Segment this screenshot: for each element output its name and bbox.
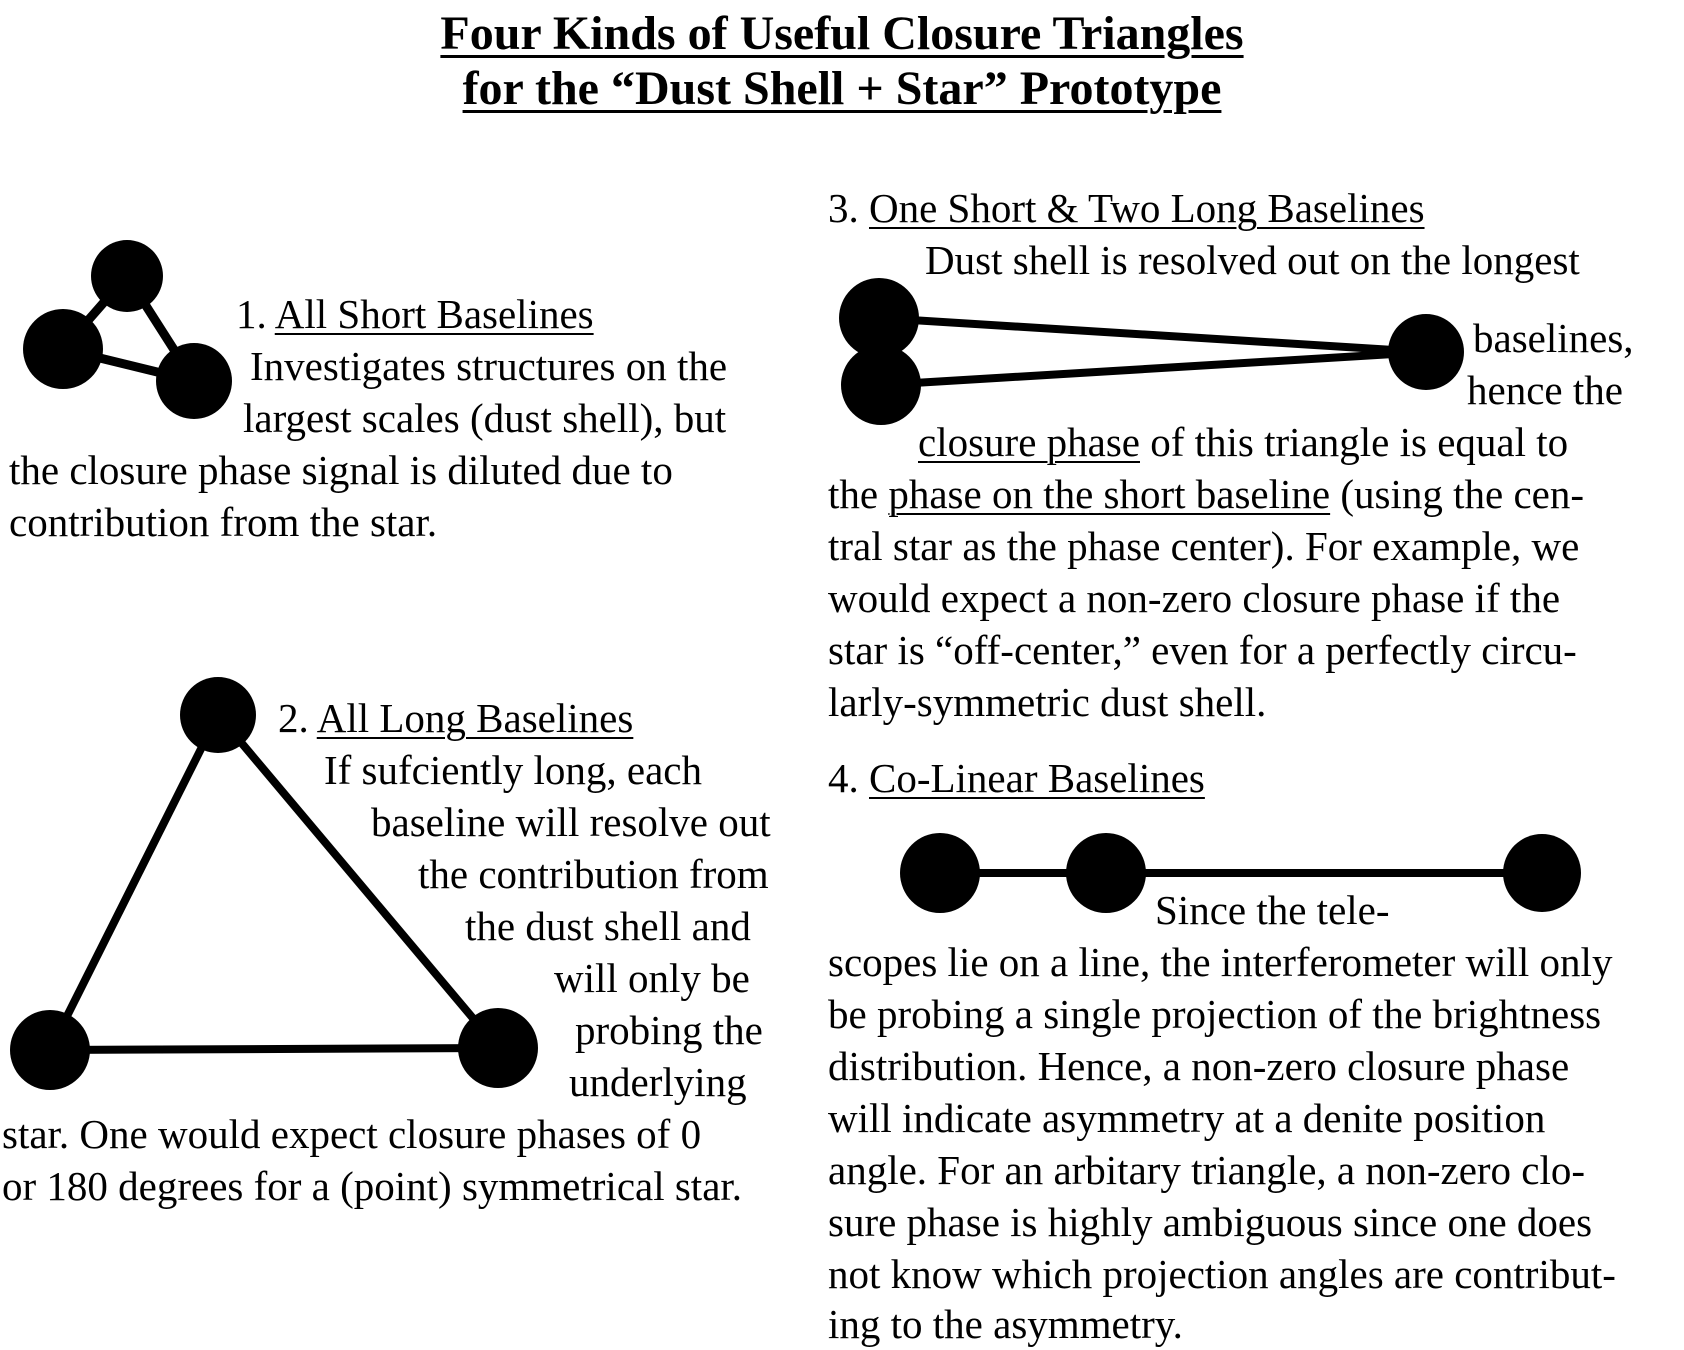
short-triangle-diagram: [23, 240, 232, 419]
section-2-line: baseline will resolve out: [371, 799, 771, 845]
section-2-line: will only be: [554, 955, 750, 1001]
section-4-line: not know which projection angles are contribut-: [828, 1251, 1616, 1297]
section-2-line: star. One would expect closure phases of 0: [2, 1111, 702, 1157]
section-4-line: be probing a single projection of the brightness: [828, 991, 1602, 1037]
section-4-heading: [828, 754, 1205, 802]
section-2-line: If sufciently long, each: [324, 747, 702, 793]
long-baseline-a: [50, 715, 218, 1050]
line-text: the: [828, 471, 889, 517]
section-2-line: the contribution from: [418, 851, 769, 897]
section-4-line: Since the tele-: [1155, 887, 1390, 933]
section-3-line: star is “off-center,” even for a perfectly circu-: [828, 627, 1577, 673]
line-text: (using the cen-: [1330, 471, 1585, 517]
telescope-1: [91, 240, 163, 312]
section-3-heading: [828, 184, 1425, 232]
heading-text: All Short Baselines: [274, 291, 594, 337]
section-1-line: largest scales (dust shell), but: [243, 395, 727, 441]
heading-text: One Short & Two Long Baselines: [869, 185, 1425, 231]
section-4-line: distribution. Hence, a non-zero closure phase: [828, 1043, 1570, 1089]
section-2-line: or 180 degrees for a (point) symmetrical star.: [2, 1163, 743, 1209]
heading-text: Co-Linear Baselines: [869, 755, 1205, 801]
section-2-heading: [278, 694, 633, 742]
telescope-1: [900, 833, 980, 913]
telescope-3: [1503, 834, 1581, 912]
section-3-line: Dust shell is resolved out on the longest: [925, 237, 1580, 283]
section-3-line: larly-symmetric dust shell.: [828, 679, 1267, 725]
section-number: 3.: [828, 185, 859, 231]
telescope-3: [458, 1008, 538, 1088]
telescope-2: [1066, 833, 1146, 913]
section-number: 1.: [236, 291, 267, 337]
long-baseline-lower: [881, 352, 1426, 385]
section-number: 4.: [828, 755, 859, 801]
section-4-line: scopes lie on a line, the interferometer will only: [828, 939, 1613, 985]
section-2-line: underlying: [569, 1059, 747, 1105]
telescope-1: [180, 677, 256, 753]
telescope-2: [841, 345, 921, 425]
short-baseline-phase-term: phase on the short baseline: [888, 471, 1331, 517]
section-3-line: would expect a non-zero closure phase if the: [828, 575, 1561, 621]
telescope-3: [156, 343, 232, 419]
section-3-line: baselines,: [1473, 315, 1634, 361]
section-3-line: [828, 470, 1584, 518]
section-1-line: the closure phase signal is diluted due to: [9, 447, 673, 493]
section-1-line: contribution from the star.: [9, 499, 438, 545]
section-number: 2.: [278, 695, 309, 741]
title-line-1: Four Kinds of Useful Closure Triangles: [440, 7, 1244, 60]
telescope-3: [1388, 314, 1464, 390]
section-4-line: will indicate asymmetry at a denite position: [828, 1095, 1546, 1141]
section-4-line: sure phase is highly ambiguous since one does: [828, 1199, 1593, 1245]
section-1-line: Investigates structures on the: [250, 343, 728, 389]
long-baseline-c: [50, 1048, 498, 1050]
title-line-2: for the “Dust Shell + Star” Prototype: [462, 62, 1222, 115]
long-baseline-upper: [879, 318, 1426, 352]
section-4-line: ing to the asymmetry.: [828, 1301, 1183, 1347]
section-1-heading: [236, 290, 594, 338]
section-3-line: hence the: [1467, 367, 1623, 413]
section-2-line: probing the: [575, 1007, 763, 1053]
section-3-line: [918, 418, 1568, 466]
section-2-line: the dust shell and: [465, 903, 751, 949]
closure-phase-term: closure phase: [918, 419, 1140, 465]
section-4-line: angle. For an arbitary triangle, a non-zero clo-: [828, 1147, 1586, 1193]
line-text: of this triangle is equal to: [1140, 419, 1569, 465]
section-3-line: tral star as the phase center). For example, we: [828, 523, 1580, 569]
telescope-2: [23, 309, 103, 389]
short-long-triangle-diagram: [839, 278, 1464, 425]
telescope-2: [10, 1010, 90, 1090]
heading-text: All Long Baselines: [316, 695, 634, 741]
